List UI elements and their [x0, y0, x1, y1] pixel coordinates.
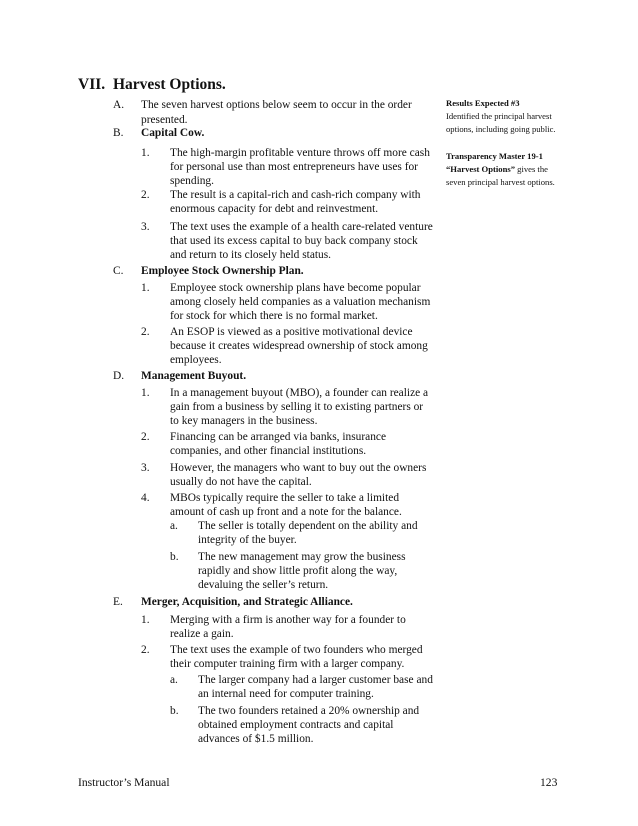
- sidebar-note-title: Results Expected #3: [446, 98, 520, 108]
- subsection-title: Merger, Acquisition, and Strategic Alliance.: [141, 596, 353, 608]
- subitem-mark: b.: [170, 551, 179, 563]
- subitem-text: obtained employment contracts and capital: [198, 719, 394, 731]
- item-text: An ESOP is viewed as a positive motivational device: [170, 326, 413, 338]
- subsection-title: Management Buyout.: [141, 370, 247, 382]
- subitem-text: rapidly and show little profit along the way,: [198, 565, 398, 577]
- subitem-text: an internal need for computer training.: [198, 688, 374, 700]
- item-text: Merging with a firm is another way for a founder to: [170, 614, 406, 626]
- item-number: 2.: [141, 189, 150, 201]
- item-text: MBOs typically require the seller to take a limited: [170, 492, 400, 504]
- section-number: VII.: [78, 76, 106, 93]
- subsection-title: Capital Cow.: [141, 127, 205, 139]
- outline-letter: C.: [113, 265, 124, 277]
- item-number: 1.: [141, 614, 150, 626]
- item-text: The high-margin profitable venture throws off more cash: [170, 147, 430, 159]
- outline-letter: E.: [113, 596, 123, 608]
- outline-text: The seven harvest options below seem to occur in the order: [141, 99, 412, 111]
- sidebar-note-text: [446, 163, 548, 176]
- sidebar-note-text-rest: gives the: [515, 164, 548, 174]
- item-text: and return to its closely held status.: [170, 249, 332, 261]
- sidebar-note-text: Identified the principal harvest: [446, 111, 552, 121]
- item-text: realize a gain.: [170, 628, 234, 640]
- item-text: However, the managers who want to buy out the owners: [170, 462, 427, 474]
- item-text: usually do not have the capital.: [170, 476, 312, 488]
- item-number: 1.: [141, 387, 150, 399]
- item-text: among closely held companies as a valuation mechanism: [170, 296, 431, 308]
- subitem-text: integrity of the buyer.: [198, 534, 297, 546]
- subitem-text: The new management may grow the business: [198, 551, 406, 563]
- sidebar-note-text: options, including going public.: [446, 124, 556, 134]
- item-number: 1.: [141, 147, 150, 159]
- item-number: 3.: [141, 462, 150, 474]
- item-text: Financing can be arranged via banks, insurance: [170, 431, 387, 443]
- item-text: gain from a business by selling it to existing partners or: [170, 401, 424, 413]
- outline-letter: B.: [113, 127, 124, 139]
- item-text: employees.: [170, 354, 222, 366]
- item-text: amount of cash up front and a note for the balance.: [170, 506, 402, 518]
- item-number: 3.: [141, 221, 150, 233]
- page-number: 123: [540, 776, 558, 789]
- item-text: that used its excess capital to buy back company stock: [170, 235, 418, 247]
- subitem-text: devaluing the seller’s return.: [198, 579, 329, 591]
- item-text: The text uses the example of a health care-related venture: [170, 221, 433, 233]
- sidebar-note-emphasis: “Harvest Options”: [446, 164, 515, 174]
- subitem-text: The larger company had a larger customer base and: [198, 674, 433, 686]
- item-text: for stock for which there is no formal market.: [170, 310, 378, 322]
- subitem-text: advances of $1.5 million.: [198, 733, 314, 745]
- outline-letter: D.: [113, 370, 125, 382]
- item-text: enormous capacity for debt and reinvestment.: [170, 203, 379, 215]
- outline-letter: A.: [113, 99, 125, 111]
- item-text: companies, and other financial institutions.: [170, 445, 367, 457]
- subsection-title: Employee Stock Ownership Plan.: [141, 265, 304, 277]
- item-text: The result is a capital-rich and cash-rich company with: [170, 189, 421, 201]
- item-text: Employee stock ownership plans have become popular: [170, 282, 421, 294]
- item-number: 2.: [141, 644, 150, 656]
- item-number: 4.: [141, 492, 150, 504]
- sidebar-note-text: seven principal harvest options.: [446, 177, 555, 187]
- section-title: Harvest Options.: [113, 76, 226, 93]
- outline-text: presented.: [141, 114, 188, 126]
- subitem-text: The seller is totally dependent on the ability and: [198, 520, 418, 532]
- subitem-mark: a.: [170, 674, 178, 686]
- subitem-mark: a.: [170, 520, 178, 532]
- footer-title: Instructor’s Manual: [78, 776, 170, 789]
- item-text: their computer training firm with a larger company.: [170, 658, 405, 670]
- item-text: because it creates widespread ownership of stock among: [170, 340, 428, 352]
- item-text: for personal use than most entrepreneurs have uses for: [170, 161, 418, 173]
- item-number: 2.: [141, 431, 150, 443]
- item-text: to key managers in the business.: [170, 415, 318, 427]
- subitem-text: The two founders retained a 20% ownership and: [198, 705, 420, 717]
- item-text: The text uses the example of two founders who merged: [170, 644, 423, 656]
- sidebar-note-title: Transparency Master 19-1: [446, 151, 543, 161]
- item-text: In a management buyout (MBO), a founder can realize a: [170, 387, 429, 399]
- subitem-mark: b.: [170, 705, 179, 717]
- item-number: 2.: [141, 326, 150, 338]
- item-number: 1.: [141, 282, 150, 294]
- item-text: spending.: [170, 175, 214, 187]
